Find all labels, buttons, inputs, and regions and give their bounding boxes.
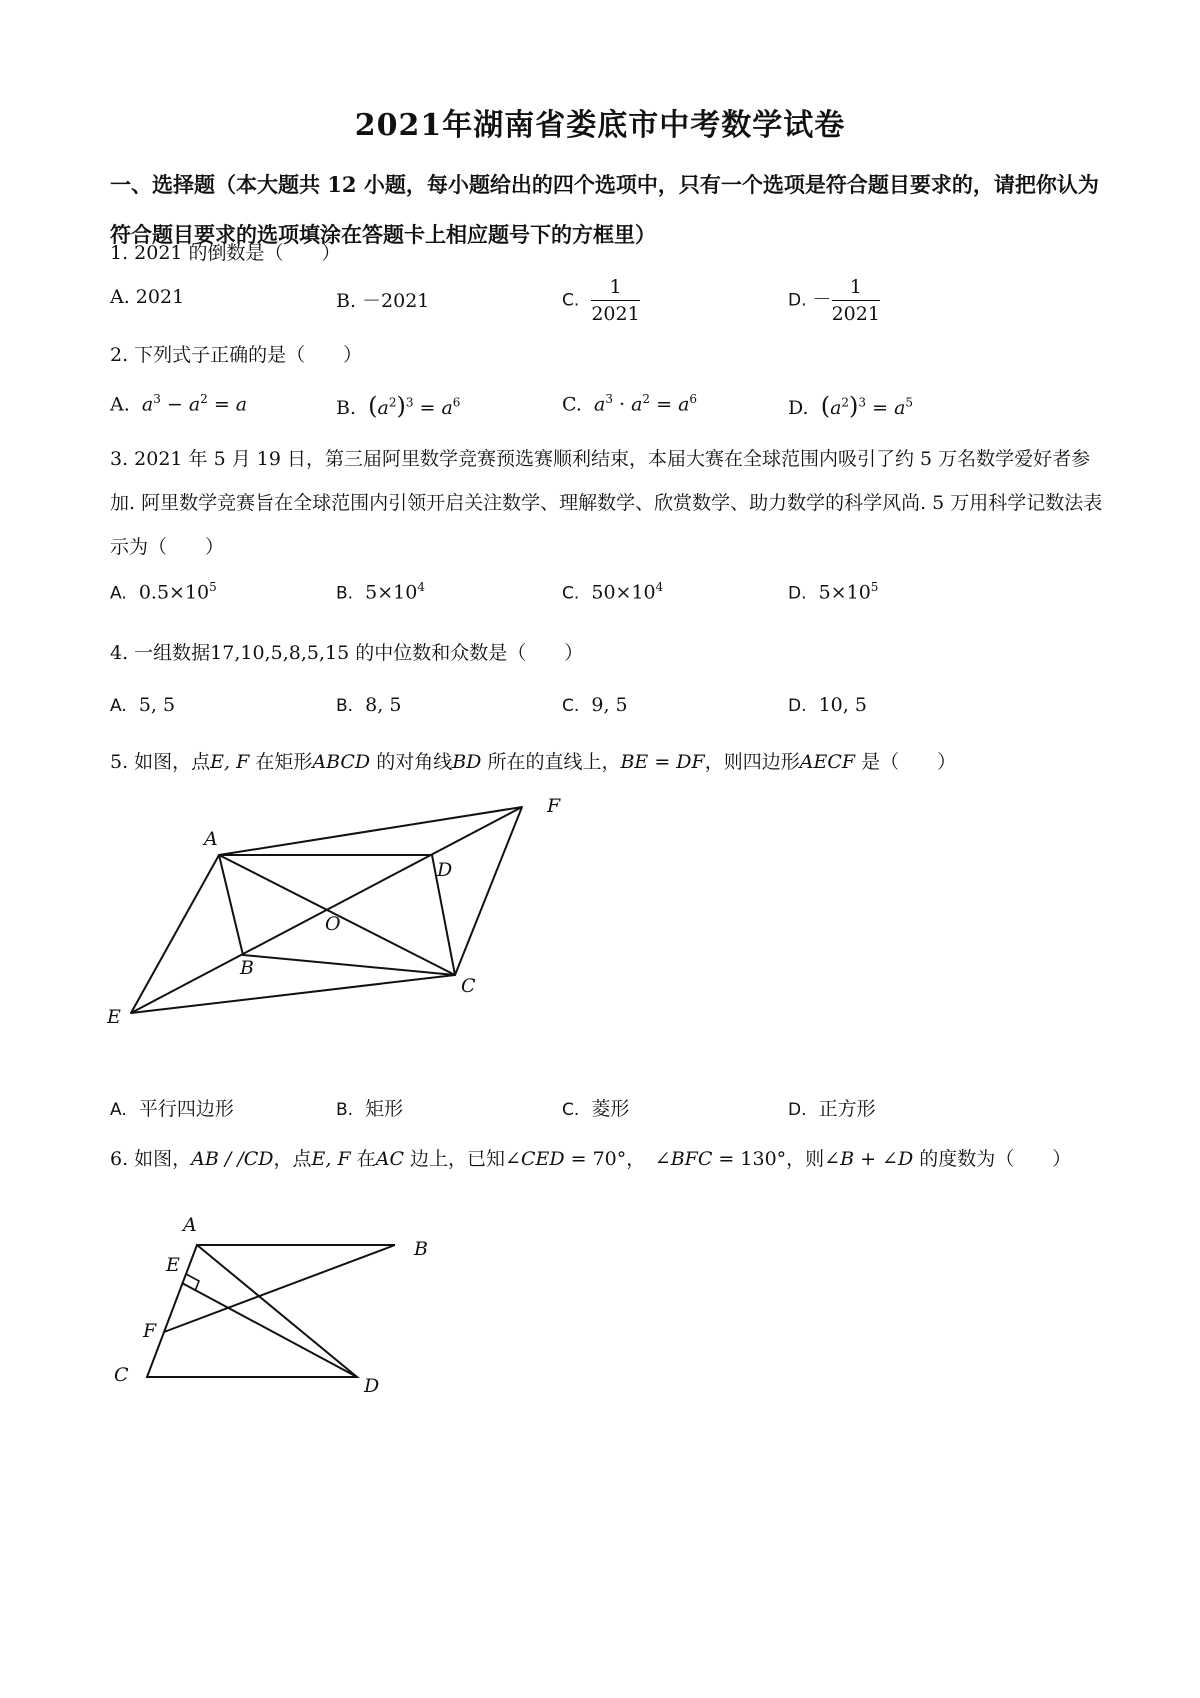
option-c-label: C.: [562, 1100, 580, 1120]
exponent: 4: [417, 580, 425, 594]
option-a-label: A.: [110, 696, 127, 716]
label-a: A: [204, 828, 218, 850]
math-ced: CED: [520, 1148, 565, 1170]
option-c[interactable]: C. $a^3 \cdot a^2 = a^6$: [562, 392, 698, 416]
stem-text: 在矩形: [249, 751, 313, 773]
label-d: D: [364, 1375, 380, 1397]
question-6-stem: [110, 1142, 1110, 1176]
question-3-stem: 3. 2021 年 5 月 19 日，第三届阿里数学竞赛预选赛顺利结束，本届大赛在全球范围内吸引了约 5 万名数学爱好者参加. 阿里数学竞赛旨在全球范围内引领开启关注数学、理解数学、欣赏数学、助力数学的科学风尚. 5 万用科学记数法表示为（ ）: [110, 448, 1103, 558]
option-b[interactable]: B. $(a^2)^3 = a^6$: [336, 392, 461, 420]
option-a[interactable]: [110, 1094, 234, 1121]
line-ed: [182, 1283, 357, 1377]
option-b-label: B.: [336, 696, 354, 716]
label-c: C: [461, 975, 476, 997]
label-o: O: [325, 913, 341, 935]
option-b[interactable]: B. －2021: [336, 290, 430, 312]
option-b-value: 8, 5: [365, 694, 402, 716]
option-d-label: D.: [788, 696, 807, 716]
option-d-value: 10, 5: [818, 694, 867, 716]
math-aecf: AECF: [799, 751, 856, 773]
label-f: F: [547, 795, 561, 817]
option-d-value: 5×10: [818, 581, 871, 604]
minus-sign: －: [812, 288, 832, 311]
question-1-stem: 1. 2021 的倒数是（ ）: [110, 242, 341, 264]
option-d[interactable]: D. $(a^2)^3 = a^5$: [788, 392, 914, 420]
question-4-stem: 4. 一组数据17,10,5,8,5,15 的中位数和众数是（ ）: [110, 642, 584, 664]
option-b-label: B.: [336, 583, 354, 604]
option-d-label: D.: [788, 583, 807, 604]
option-d-label: D.: [788, 290, 807, 311]
option-c-label: C.: [562, 583, 580, 604]
numerator: 1: [832, 274, 880, 301]
denominator: 2021: [831, 303, 880, 325]
option-a-label: A.: [110, 393, 130, 416]
option-c-value: 9, 5: [591, 694, 628, 716]
math-ef: E, F: [311, 1148, 351, 1170]
question-5-options: [110, 1094, 1110, 1134]
option-b-label: B.: [336, 397, 357, 419]
stem-text: ，则四边形: [704, 751, 800, 773]
label-c: C: [114, 1364, 129, 1386]
option-a-value: 5, 5: [138, 694, 176, 716]
exponent: 5: [209, 580, 217, 594]
stem-text: 6. 如图，: [110, 1148, 192, 1170]
label-d: D: [437, 859, 453, 881]
math-ab-parallel-cd: AB / /CD: [191, 1148, 274, 1170]
math-d: D: [897, 1148, 914, 1170]
option-a-label: A.: [110, 1100, 127, 1120]
label-a: A: [183, 1214, 197, 1236]
label-f: F: [143, 1320, 157, 1342]
denominator: 2021: [591, 303, 640, 325]
stem-text: 是（ ）: [855, 751, 957, 773]
stem-text: ，点: [273, 1148, 312, 1170]
option-d-value: 正方形: [818, 1098, 876, 1120]
line-fb: [164, 1245, 395, 1332]
stem-text: 的度数为（ ）: [913, 1148, 1072, 1170]
stem-text: = 130°，则∠: [712, 1148, 841, 1170]
math-ac: AC: [375, 1148, 404, 1170]
option-a-value: 0.5×10: [138, 581, 210, 604]
option-d-label: D.: [788, 397, 809, 419]
option-c-value: 50×10: [591, 581, 656, 604]
exponent: 4: [655, 580, 664, 594]
stem-text: 的对角线: [370, 751, 453, 773]
option-a[interactable]: A. $a^3 - a^2 = a$: [110, 392, 248, 416]
option-c[interactable]: [562, 1094, 629, 1121]
stem-text: + ∠: [854, 1148, 898, 1170]
exponent: 5: [870, 580, 879, 594]
option-d-label: D.: [788, 1100, 807, 1120]
option-c-label: C.: [562, 393, 582, 416]
option-c-value: 菱形: [591, 1098, 630, 1120]
stem-text: 边上，已知∠: [403, 1148, 521, 1170]
option-b-label: B.: [336, 1100, 354, 1120]
option-b-value: 矩形: [365, 1098, 404, 1120]
math-ef: E, F: [210, 751, 250, 773]
option-d[interactable]: [788, 1094, 876, 1121]
section-heading: 一、选择题（本大题共 12 小题，每小题给出的四个选项中，只有一个选项是符合题目要求的，请把你认为符合题目要求的选项填涂在答题卡上相应题号下的方框里）: [110, 172, 1099, 247]
stem-text: 在: [350, 1148, 376, 1170]
stem-text: 所在的直线上，: [481, 751, 621, 773]
option-c-label: C.: [562, 696, 580, 716]
math-abcd: ABCD: [312, 751, 371, 773]
math-b: B: [840, 1148, 855, 1170]
option-c-label: C.: [562, 290, 580, 311]
option-a-value: 平行四边形: [138, 1098, 234, 1120]
option-a-label: A.: [110, 583, 127, 604]
page-title: 2021年湖南省娄底市中考数学试卷: [354, 108, 846, 143]
label-b: B: [414, 1238, 428, 1260]
label-b: B: [240, 957, 254, 979]
option-b-value: 5×10: [365, 581, 418, 604]
label-e: E: [166, 1254, 180, 1276]
question-2-stem: 2. 下列式子正确的是（ ）: [110, 344, 363, 366]
option-a[interactable]: A. 2021: [110, 286, 185, 308]
numerator: 1: [591, 274, 639, 301]
label-e: E: [107, 1006, 121, 1028]
option-b[interactable]: [336, 1094, 403, 1121]
math-be-eq-df: BE = DF: [620, 751, 705, 773]
stem-text: = 70°， ∠: [564, 1148, 671, 1170]
stem-text: 5. 如图，点: [110, 751, 211, 773]
math-bd: BD: [452, 751, 482, 773]
math-bfc: BFC: [670, 1148, 713, 1170]
